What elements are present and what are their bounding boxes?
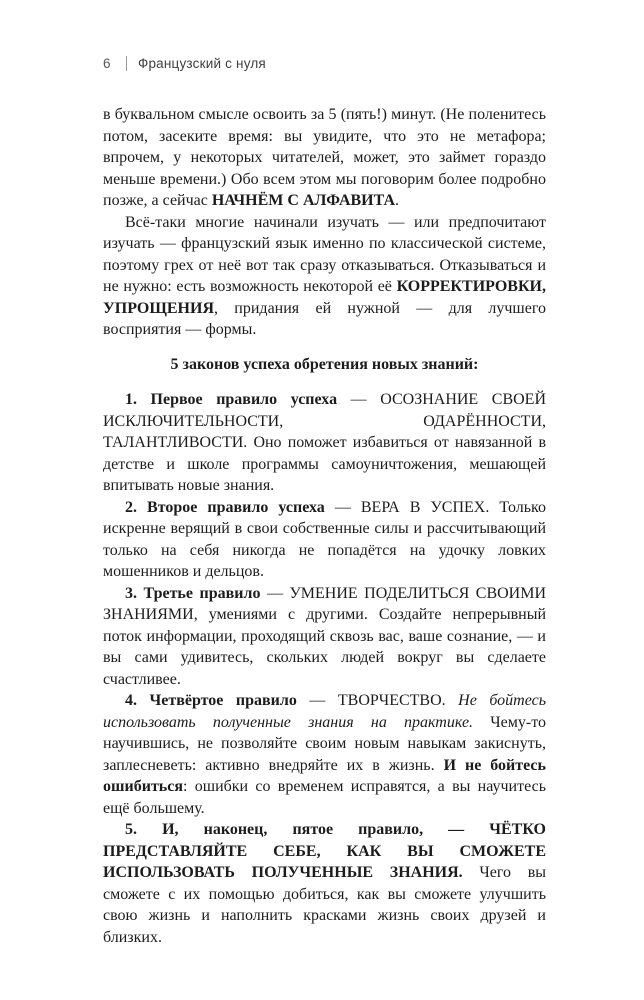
text-segment: И не бойтесь ошибиться	[103, 756, 546, 795]
text-segment: — ВЕРА В УСПЕХ. Только искренне верящий в свои собственные силы и рассчитывающий только на себя никогда не попадётся на удочку ловких мошенников и дельцов.	[103, 498, 546, 580]
section-heading	[103, 354, 546, 376]
text-segment: .	[395, 192, 400, 209]
text-segment: 1. Первое правило успеха	[125, 391, 338, 408]
text-segment: Всё-таки многие начинали изучать — или предпочитают изучать — французский язык именно по классической системе, поэтому грех от неё вот так сразу отказываться. Отказываться и не нужно: есть возможность некоторой её	[103, 213, 546, 295]
text-segment: 3. Третье правило	[125, 584, 261, 602]
running-title: Французский с нуля	[138, 56, 266, 71]
paragraph	[103, 389, 546, 497]
text-segment: КОРРЕКТИРОВКИ, УПРОЩЕНИЯ	[103, 278, 546, 317]
paragraph	[103, 819, 546, 948]
text-segment: : ошибки со временем исправятся, а вы научитесь ещё большему.	[103, 778, 546, 817]
text-segment: Чему-то научившись, не позволяйте своим новым навыкам закиснуть, заплесневеть: активно внедряйте их в жизнь.	[103, 713, 547, 774]
paragraph	[103, 497, 546, 583]
text-segment: 5. И, наконец, пятое правило, — ЧЁТКО ПРЕДСТАВЛЯЙТЕ СЕБЕ, КАК ВЫ СМОЖЕТЕ ИСПОЛЬЗОВАТЬ ПОЛУЧЕННЫЕ ЗНАНИЯ.	[103, 821, 546, 881]
page-body	[103, 104, 546, 948]
text-segment: 5 законов успеха обретения новых знаний:	[170, 355, 479, 373]
text-segment: Не бойтесь использовать полученные знания на практике.	[103, 692, 546, 731]
text-segment: Чего вы сможете с их помощью добиться, как вы сможете улучшить свою жизнь и наполнить красками жизнь своих друзей и близких.	[103, 864, 546, 946]
text-segment: — УМЕНИЕ ПОДЕЛИТЬСЯ СВОИМИ ЗНАНИЯМИ, умениями с другими. Создайте непрерывный поток информации, проходящий сквозь вас, ваше сознание, — и вы сами удивитесь, скольких людей вокруг вы сделаете счастливее.	[103, 584, 547, 688]
text-segment: — ТВОРЧЕСТВО.	[296, 692, 459, 709]
page-header	[103, 56, 266, 71]
page-number: 6	[103, 56, 111, 71]
text-segment: в буквальном смысле освоить за 5 (пять!) минут. (Не поленитесь потом, засеките время: вы увидите, что это не метафора; впрочем, у некоторых читателей, может, это займет гораздо меньше времени.) Обо всем этом мы поговорим более подробно позже, а сейчас	[103, 106, 546, 209]
text-segment: — ОСОЗНАНИЕ СВОЕЙ ИСКЛЮЧИТЕЛЬНОСТИ, ОДАРЁННОСТИ, ТАЛАНТЛИВОСТИ. Оно поможет избавиться от навязанной в детстве и школе программы самоуничтожения, мешающей впитывать новые знания.	[103, 391, 546, 494]
text-segment: 2. Второе правило успеха	[125, 498, 325, 516]
paragraph	[103, 583, 546, 691]
paragraph	[103, 690, 546, 819]
text-segment: , придания ей нужной — для лучшего восприятия — формы.	[103, 299, 546, 338]
paragraph	[103, 104, 546, 212]
text-segment: НАЧНЁМ С АЛФАВИТА	[211, 192, 396, 209]
header-divider	[126, 56, 127, 71]
paragraph	[103, 212, 546, 341]
text-segment: 4. Четвёртое правило	[125, 692, 297, 709]
